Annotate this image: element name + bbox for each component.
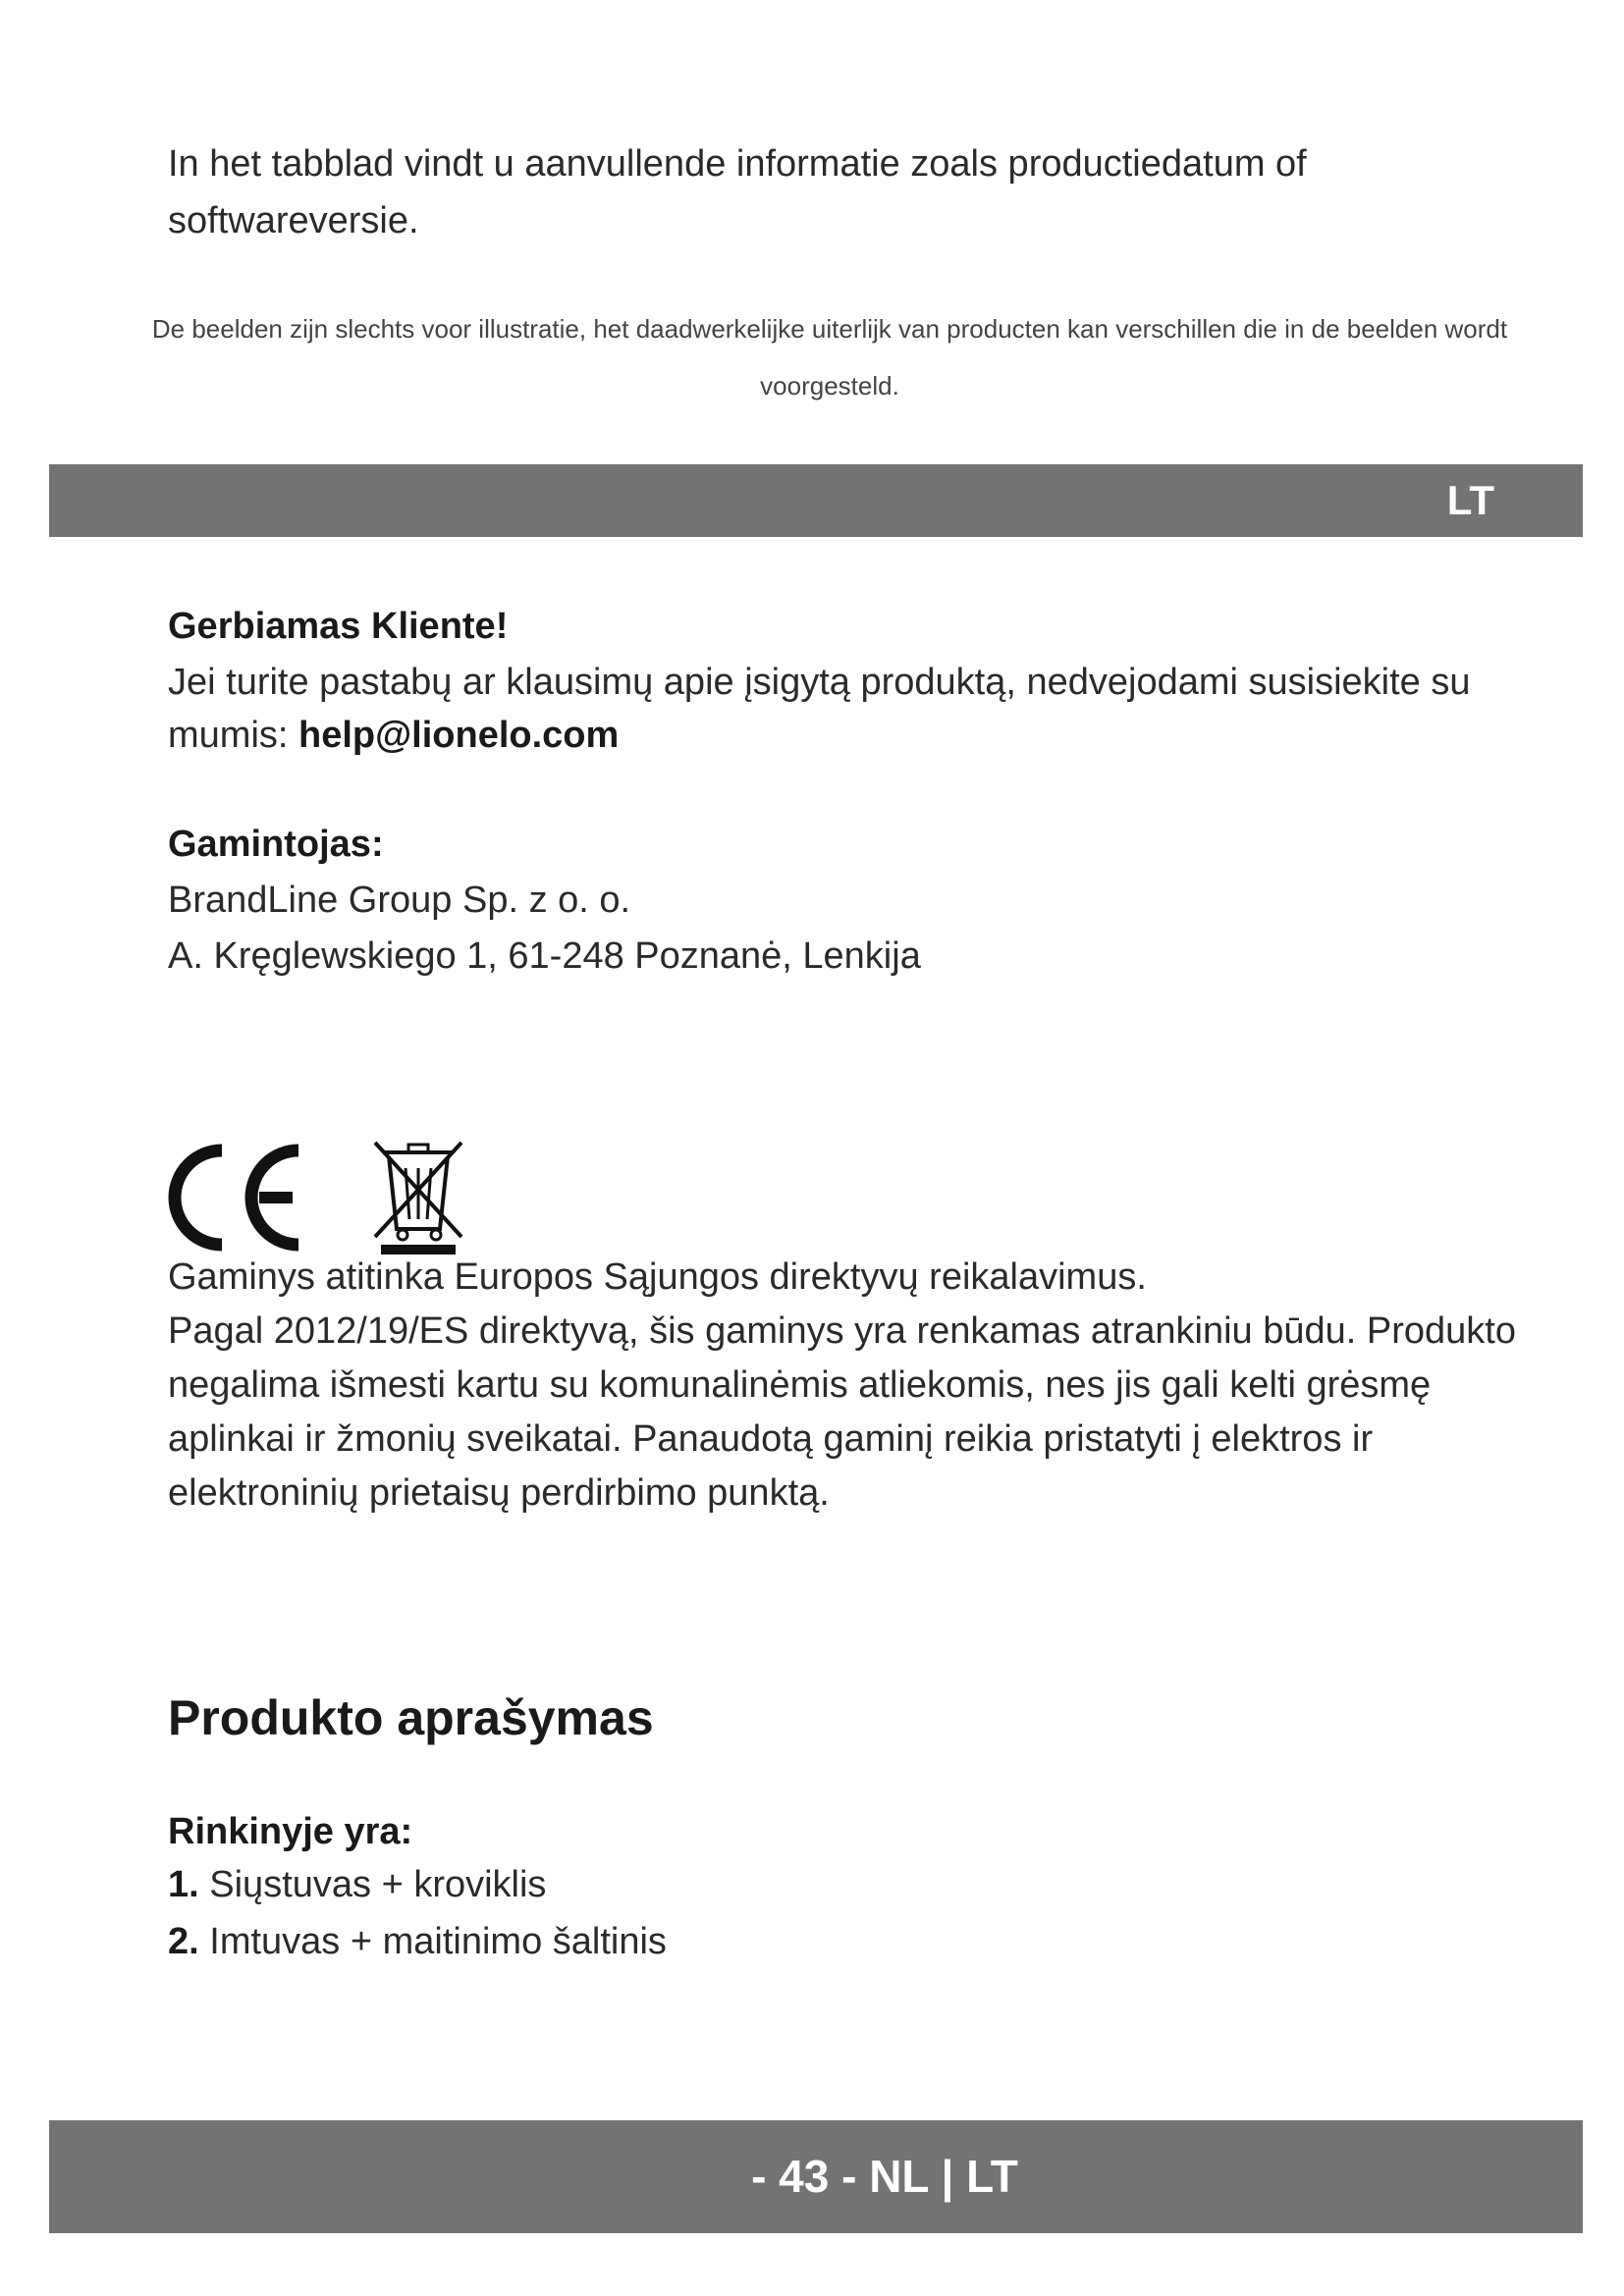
list-item-number: 2. — [168, 1921, 199, 1962]
support-email: help@lionelo.com — [298, 715, 620, 756]
certification-icons — [165, 1139, 479, 1256]
section-title: Produkto aprašymas — [168, 1690, 654, 1745]
list-item — [168, 1915, 667, 1968]
ce-mark-icon — [175, 1150, 298, 1245]
list-item-text: Imtuvas + maitinimo šaltinis — [209, 1921, 667, 1962]
kit-title: Rinkinyje yra: — [168, 1811, 413, 1852]
list-item — [168, 1858, 546, 1911]
compliance-line-2: Pagal 2012/19/ES direktyvą, šis gaminys yra renkamas atrankiniu būdu. Produkto negalima išmesti kartu su komunalinėmis atliekomis, nes jis gali kelti grėsmę aplinkai ir žmonių sveikatai. Panaudotą gaminį reikia pristatyti į elektros ir elektroninių prietaisų perdirbimo punktą. — [168, 1310, 1516, 1514]
manufacturer-address: A. Kręglewskiego 1, 61-248 Poznanė, Lenkija — [168, 935, 921, 977]
language-band — [49, 464, 1583, 537]
manufacturer-title: Gamintojas: — [168, 824, 384, 865]
page-number: - 43 - NL | LT — [751, 2151, 1018, 2202]
compliance-text — [168, 1251, 1523, 1521]
image-disclaimer: De beelden zijn slechts voor illustratie, het daadwerkelijke uiterlijk van producten kan verschillen die in de beelden wordt voorgesteld. — [151, 314, 1508, 400]
language-label: LT — [1446, 477, 1494, 523]
list-item-text: Siųstuvas + kroviklis — [209, 1864, 547, 1905]
intro-text: In het tabblad vindt u aanvullende informatie zoals productiedatum of softwareversie. — [168, 143, 1307, 241]
greeting-body — [168, 656, 1523, 762]
page-footer — [49, 2120, 1583, 2233]
weee-crossed-bin-icon — [375, 1143, 461, 1255]
compliance-line-1: Gaminys atitinka Europos Sąjungos direktyvų reikalavimus. — [168, 1256, 1147, 1298]
manufacturer-name: BrandLine Group Sp. z o. o. — [168, 880, 631, 921]
list-item-number: 1. — [168, 1864, 199, 1905]
greeting-title: Gerbiamas Kliente! — [168, 606, 509, 647]
greeting-text: Jei turite pastabų ar klausimų apie įsigytą produktą, nedvejodami susisiekite su mumis: — [168, 662, 1471, 756]
